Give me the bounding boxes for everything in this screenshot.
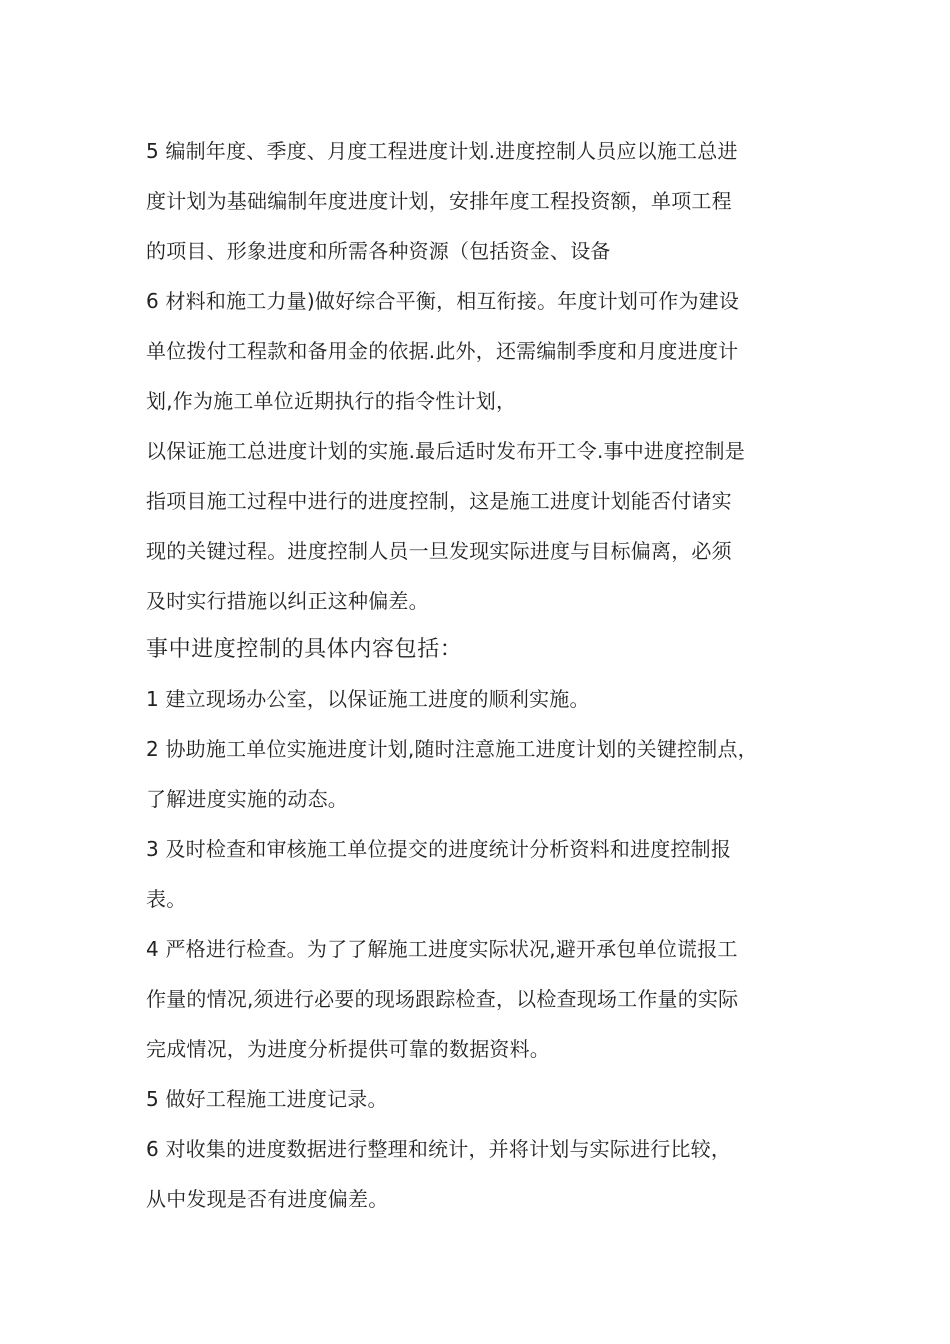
paragraph-line: 指项目施工过程中进行的进度控制，这是施工进度计划能否付诸实 <box>146 489 732 513</box>
paragraph-line: 划,作为施工单位近期执行的指令性计划， <box>146 389 517 413</box>
list-item: 6 对收集的进度数据进行整理和统计，并将计划与实际进行比较， <box>146 1137 732 1161</box>
paragraph-line: 的项目、形象进度和所需各种资源（包括资金、设备 <box>146 239 611 263</box>
list-item-continuation: 作量的情况,须进行必要的现场跟踪检查，以检查现场工作量的实际 <box>146 987 739 1011</box>
list-item: 2 协助施工单位实施进度计划,随时注意施工进度计划的关键控制点， <box>146 737 758 761</box>
list-item-continuation: 了解进度实施的动态。 <box>146 787 348 811</box>
list-item-continuation: 表。 <box>146 887 187 911</box>
list-item: 1 建立现场办公室，以保证施工进度的顺利实施。 <box>146 687 590 711</box>
list-item: 5 做好工程施工进度记录。 <box>146 1087 388 1111</box>
section-heading: 事中进度控制的具体内容包括： <box>146 637 463 662</box>
list-item: 4 严格进行检查。为了了解施工进度实际状况,避开承包单位谎报工 <box>146 937 738 961</box>
paragraph-line: 6 材料和施工力量)做好综合平衡，相互衔接。年度计划可作为建设 <box>146 289 740 313</box>
paragraph-line: 现的关键过程。进度控制人员一旦发现实际进度与目标偏离，必须 <box>146 539 732 563</box>
paragraph-line: 以保证施工总进度计划的实施.最后适时发布开工令.事中进度控制是 <box>146 439 745 463</box>
paragraph-line: 单位拨付工程款和备用金的依据.此外，还需编制季度和月度进度计 <box>146 339 739 363</box>
list-item: 3 及时检查和审核施工单位提交的进度统计分析资料和进度控制报 <box>146 837 732 861</box>
list-item-continuation: 从中发现是否有进度偏差。 <box>146 1187 389 1211</box>
paragraph-line: 度计划为基础编制年度进度计划，安排年度工程投资额，单项工程 <box>146 189 732 213</box>
paragraph-line: 5 编制年度、季度、月度工程进度计划.进度控制人员应以施工总进 <box>146 139 738 163</box>
paragraph-line: 及时实行措施以纠正这种偏差。 <box>146 589 429 613</box>
list-item-continuation: 完成情况，为进度分析提供可靠的数据资料。 <box>146 1037 550 1061</box>
